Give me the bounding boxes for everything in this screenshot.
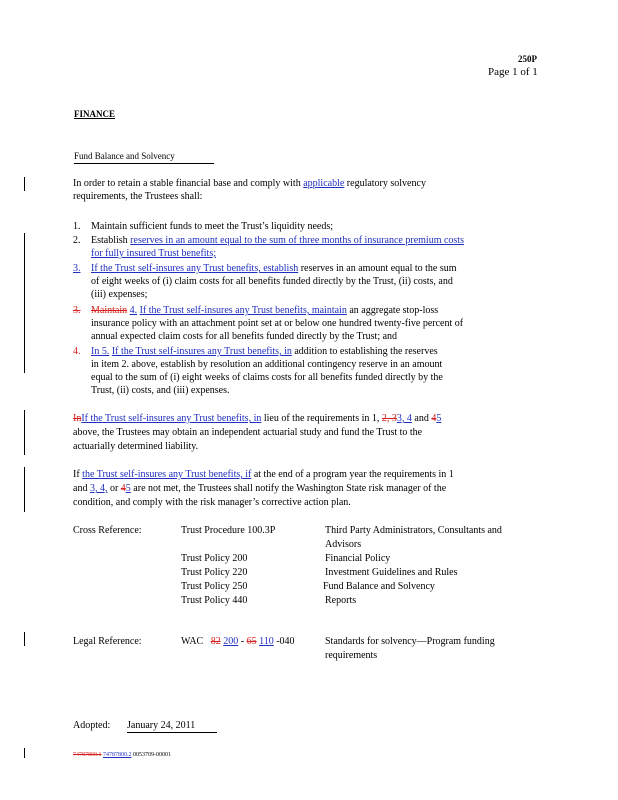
list-item-line: equal to the sum of (i) eight weeks of claims costs for all benefits funded directly by the [91, 372, 443, 383]
page-title: Fund Balance and Solvency [74, 150, 214, 164]
paragraph-line: above, the Trustees may obtain an independent actuarial study and fund the Trust to the [73, 427, 423, 438]
cross-reference-ref: Trust Policy 250 [181, 581, 248, 592]
change-bar [24, 632, 25, 646]
cross-reference-ref: Trust Policy 220 [181, 567, 248, 578]
document-id: 74787800.1 74787800.2 0053709-00001 [73, 752, 171, 758]
list-item-line: in item 2. above, establish by resolution an additional contingency reserve in an amount [91, 359, 443, 370]
section-title: FINANCE [74, 109, 116, 119]
cross-reference-ref: Trust Procedure 100.3P [181, 525, 276, 536]
change-bar [24, 467, 25, 512]
legal-reference-label: Legal Reference: [73, 636, 142, 647]
list-item-number: 3. [73, 263, 81, 274]
list-item-line: insurance policy with an attachment point set at or below one hundred twenty-five percent of [91, 318, 464, 329]
list-item: In 5. If the Trust self-insures any Trust benefits, in addition to establishing the reserves [91, 346, 438, 357]
change-bar [24, 177, 25, 191]
list-item-line: of eight weeks of (i) claim costs for all benefits funded directly by the Trust, (ii) costs, and [91, 276, 453, 287]
intro-paragraph-line2: requirements, the Trustees shall: [73, 191, 203, 202]
paragraph: InIf the Trust self-insures any Trust benefits, in lieu of the requirements in 1, 2, 33, 4 and 45 [73, 413, 442, 424]
list-item: Maintain sufficient funds to meet the Trust’s liquidity needs; [91, 221, 334, 232]
cross-reference-title: Financial Policy [325, 553, 391, 564]
list-item: If the Trust self-insures any Trust benefits, establish reserves in an amount equal to the sum [91, 263, 457, 274]
adopted-label: Adopted: [73, 720, 111, 731]
legal-reference-ref: WAC 82 200 - 65 110 -040 [181, 636, 295, 647]
cross-reference-title: Advisors [325, 539, 362, 550]
paragraph-line: actuarially determined liability. [73, 441, 199, 452]
list-item: Maintain 4. If the Trust self-insures any Trust benefits, maintain an aggregate stop-loss [91, 305, 439, 316]
paragraph-line: and 3, 4, or 45 are not met, the Trustees shall notify the Washington State risk manager of the [73, 483, 447, 494]
paragraph: If the Trust self-insures any Trust benefits, if at the end of a program year the requirements in 1 [73, 469, 454, 480]
list-item-line: (iii) expenses; [91, 289, 148, 300]
cross-reference-title: Reports [325, 595, 357, 606]
list-item-number: 4. [73, 346, 81, 357]
cross-reference-title: Investment Guidelines and Rules [325, 567, 458, 578]
change-bar [24, 748, 25, 758]
list-item-line: Trust, (ii) costs, and (iii) expenses. [91, 385, 230, 396]
page-label: Page 1 of 1 [488, 66, 538, 78]
legal-reference-title: requirements [325, 650, 378, 661]
policy-number: 250P [518, 54, 537, 64]
cross-reference-label: Cross Reference: [73, 525, 142, 536]
list-item-line: for fully insured Trust benefits; [91, 248, 216, 259]
legal-reference-title: Standards for solvency—Program funding [325, 636, 495, 647]
list-item: Establish reserves in an amount equal to the sum of three months of insurance premium costs [91, 235, 464, 246]
intro-paragraph: In order to retain a stable financial base and comply with applicable regulatory solvency [73, 178, 426, 189]
cross-reference-ref: Trust Policy 200 [181, 553, 248, 564]
list-item-line: annual expected claim costs for all benefits funded directly by the Trust; and [91, 331, 398, 342]
paragraph-line: condition, and comply with the risk manager’s corrective action plan. [73, 497, 351, 508]
cross-reference-title: Fund Balance and Solvency [323, 581, 435, 592]
adopted-date: January 24, 2011 [127, 719, 217, 733]
cross-reference-title: Third Party Administrators, Consultants and [325, 525, 502, 536]
change-bar [24, 410, 25, 455]
list-item-number: 1. [73, 221, 81, 232]
change-bar [24, 233, 25, 373]
list-item-number: 2. [73, 235, 81, 246]
list-item-number: 3. [73, 305, 81, 316]
cross-reference-ref: Trust Policy 440 [181, 595, 248, 606]
